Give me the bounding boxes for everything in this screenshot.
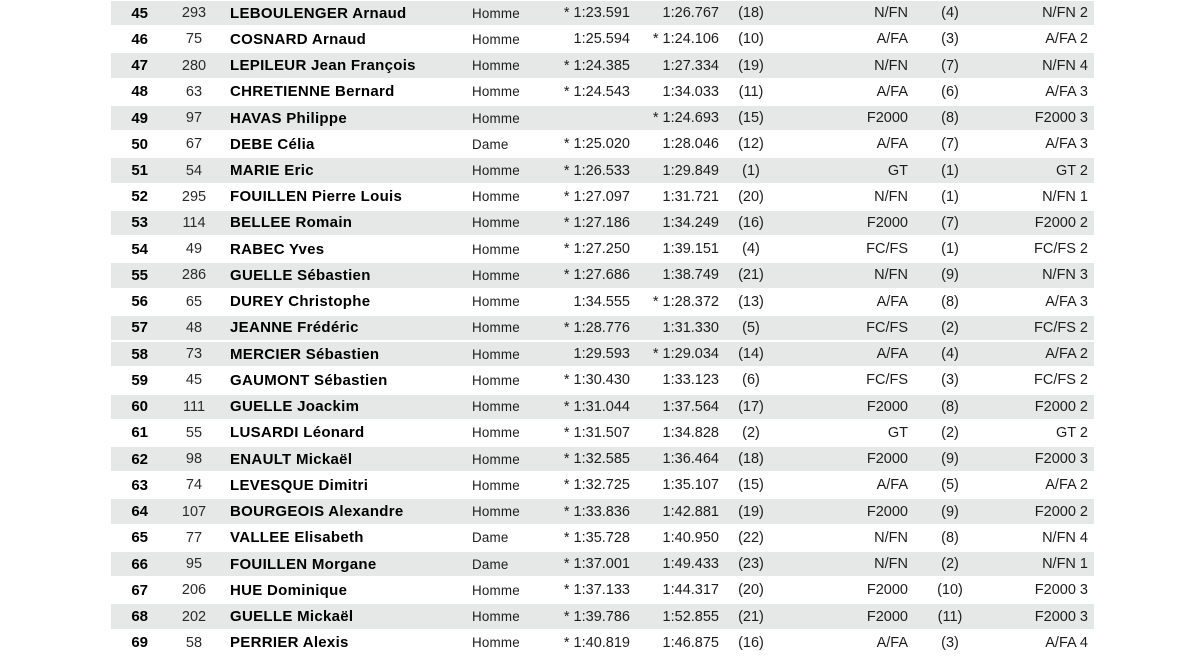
cell-overall-rank: (18) [738,451,764,468]
cell-run2-time: 1:35.107 [662,477,719,494]
cell-group-rank: (4) [941,346,959,363]
cell-run1-time: * 1:27.250 [563,241,630,258]
cell-overall-rank: (22) [738,529,764,546]
cell-position: 57 [131,319,148,337]
cell-position: 69 [131,634,148,652]
cell-group-rank: (7) [941,136,959,153]
cell-run1-time: * 1:28.776 [563,319,630,336]
cell-run2-time: 1:52.855 [662,608,719,625]
cell-driver-name: COSNARD Arnaud [230,30,367,48]
table-row [111,472,1094,498]
cell-group-rank: (9) [941,451,959,468]
cell-gender: Homme [472,58,520,74]
cell-group-result: GT 2 [1056,424,1088,441]
cell-driver-name: LEBOULENGER Arnaud [230,4,407,22]
table-row [111,341,1094,367]
cell-gender: Homme [472,635,520,651]
cell-overall-rank: (5) [742,319,760,336]
cell-group: A/FA [876,83,908,100]
cell-run2-time: * 1:28.372 [652,293,719,310]
cell-driver-name: PERRIER Alexis [230,634,349,652]
cell-group-result: A/FA 3 [1045,136,1088,153]
cell-driver-name: CHRETIENNE Bernard [230,83,395,101]
cell-run2-time: 1:33.123 [662,372,719,389]
cell-driver-name: HUE Dominique [230,581,348,599]
cell-gender: Homme [472,163,520,179]
cell-overall-rank: (20) [738,188,764,205]
table-row [111,498,1094,524]
cell-driver-name: FOUILLEN Morgane [230,555,377,573]
cell-overall-rank: (12) [738,136,764,153]
cell-group-result: N/FN 1 [1042,556,1088,573]
cell-run1-time: * 1:27.097 [563,188,630,205]
cell-position: 63 [131,476,148,494]
cell-gender: Homme [472,504,520,520]
cell-position: 61 [131,424,148,442]
cell-overall-rank: (1) [742,162,760,179]
cell-gender: Homme [472,5,520,21]
cell-run1-time: * 1:33.836 [563,503,630,520]
cell-group-rank: (8) [941,110,959,127]
cell-position: 47 [131,57,148,75]
table-row [111,289,1094,315]
table-row [111,603,1094,629]
cell-group-rank: (2) [941,424,959,441]
cell-car-number: 206 [181,582,207,599]
cell-car-number: 67 [185,136,203,153]
cell-overall-rank: (17) [738,398,764,415]
cell-group: N/FN [874,188,908,205]
cell-position: 55 [131,266,148,284]
cell-group-rank: (8) [941,529,959,546]
cell-group: F2000 [866,214,908,231]
cell-position: 67 [131,581,148,599]
cell-group-result: FC/FS 2 [1034,241,1088,258]
cell-group-rank: (3) [941,372,959,389]
cell-group: FC/FS [866,372,908,389]
cell-group: F2000 [866,608,908,625]
cell-group-rank: (2) [941,319,959,336]
cell-overall-rank: (10) [738,31,764,48]
table-row [111,52,1094,78]
cell-group-rank: (11) [937,608,963,625]
cell-gender: Dame [472,530,509,546]
cell-group-result: F2000 3 [1034,110,1088,127]
cell-overall-rank: (4) [742,241,760,258]
cell-run1-time: * 1:30.430 [563,372,630,389]
cell-group-result: A/FA 2 [1045,477,1088,494]
cell-run2-time: 1:44.317 [662,582,719,599]
cell-run1-time: * 1:27.686 [563,267,630,284]
cell-group: A/FA [876,293,908,310]
cell-group-result: F2000 3 [1034,582,1088,599]
table-row [111,367,1094,393]
cell-driver-name: ENAULT Mickaël [230,450,353,468]
cell-overall-rank: (16) [738,634,764,651]
cell-overall-rank: (2) [742,424,760,441]
table-row [111,315,1094,341]
cell-car-number: 97 [185,110,203,127]
cell-car-number: 65 [185,293,203,310]
cell-group-rank: (1) [941,162,959,179]
cell-driver-name: LEPILEUR Jean François [230,57,416,75]
cell-driver-name: MARIE Eric [230,162,314,180]
cell-car-number: 95 [185,556,203,573]
cell-group: F2000 [866,582,908,599]
cell-run1-time: * 1:31.044 [563,398,630,415]
cell-driver-name: RABEC Yves [230,240,325,258]
cell-group: A/FA [876,477,908,494]
table-row [111,26,1094,52]
cell-run2-time: * 1:24.106 [652,31,719,48]
cell-driver-name: VALLEE Elisabeth [230,529,364,547]
cell-overall-rank: (19) [738,57,764,74]
cell-group-rank: (2) [941,556,959,573]
cell-group-rank: (10) [937,582,963,599]
cell-group-result: N/FN 3 [1042,267,1088,284]
cell-group-rank: (6) [941,83,959,100]
table-row [111,262,1094,288]
cell-driver-name: GUELLE Mickaël [230,608,354,625]
cell-gender: Homme [472,241,520,257]
cell-run1-time: * 1:25.020 [563,136,630,153]
cell-run1-time: * 1:24.385 [563,57,630,74]
cell-position: 46 [131,30,148,48]
cell-run1-time: 1:29.593 [573,346,630,363]
cell-overall-rank: (6) [742,372,760,389]
table-row [111,210,1094,236]
cell-run2-time: 1:29.849 [662,162,719,179]
cell-run2-time: 1:40.950 [662,529,719,546]
cell-position: 51 [131,162,148,180]
cell-group-result: A/FA 2 [1045,346,1088,363]
cell-group-rank: (9) [941,503,959,520]
cell-position: 65 [131,529,148,547]
cell-driver-name: HAVAS Philippe [230,109,347,127]
cell-group: A/FA [876,31,908,48]
cell-car-number: 107 [181,503,207,520]
cell-position: 54 [131,240,148,258]
cell-group: F2000 [866,398,908,415]
cell-group: A/FA [876,634,908,651]
table-row [111,420,1094,446]
cell-position: 45 [131,4,148,22]
cell-run2-time: 1:38.749 [662,267,719,284]
cell-position: 60 [131,398,148,416]
cell-gender: Homme [472,346,520,362]
cell-car-number: 73 [185,346,203,363]
cell-run1-time: * 1:23.591 [563,5,630,22]
cell-run1-time: * 1:32.725 [563,477,630,494]
cell-car-number: 286 [181,267,207,284]
cell-group: FC/FS [866,319,908,336]
cell-group: FC/FS [866,241,908,258]
cell-car-number: 55 [185,424,203,441]
cell-group: F2000 [866,503,908,520]
cell-position: 56 [131,293,148,311]
cell-car-number: 48 [185,319,203,336]
cell-run2-time: 1:34.033 [662,83,719,100]
cell-group-result: FC/FS 2 [1034,319,1088,336]
cell-group-rank: (3) [941,31,959,48]
cell-car-number: 293 [181,5,207,22]
cell-run1-time: * 1:37.001 [563,556,630,573]
cell-gender: Homme [472,215,520,231]
cell-driver-name: MERCIER Sébastien [230,345,380,363]
table-row [111,630,1094,656]
cell-gender: Homme [472,425,520,441]
cell-group-rank: (1) [941,188,959,205]
table-row [111,551,1094,577]
cell-driver-name: FOUILLEN Pierre Louis [230,188,403,206]
cell-driver-name: JEANNE Frédéric [230,319,359,337]
cell-driver-name: GUELLE Joackim [230,398,360,416]
cell-gender: Homme [472,267,520,283]
cell-position: 62 [131,450,148,468]
cell-position: 68 [131,608,148,625]
cell-group-rank: (8) [941,293,959,310]
table-row [111,0,1094,26]
cell-car-number: 114 [182,214,206,231]
cell-car-number: 63 [185,83,203,100]
cell-run2-time: 1:26.767 [662,5,719,22]
cell-group-result: FC/FS 2 [1034,372,1088,389]
cell-group: N/FN [874,556,908,573]
cell-group: F2000 [866,451,908,468]
cell-group-rank: (3) [941,634,959,651]
table-row [111,577,1094,603]
cell-run2-time: 1:34.828 [662,424,719,441]
cell-position: 64 [131,503,148,521]
table-row [111,105,1094,131]
cell-run1-time: * 1:26.533 [563,162,630,179]
cell-group-result: A/FA 3 [1045,83,1088,100]
cell-gender: Dame [472,556,509,572]
cell-car-number: 280 [181,57,207,74]
cell-group-rank: (5) [941,477,959,494]
table-row [111,157,1094,183]
cell-car-number: 295 [181,188,207,205]
cell-gender: Homme [472,372,520,388]
cell-run2-time: 1:28.046 [662,136,719,153]
cell-position: 48 [131,83,148,101]
table-row [111,394,1094,420]
cell-group-result: F2000 3 [1034,608,1088,625]
cell-car-number: 111 [182,398,206,415]
cell-run1-time: * 1:31.507 [563,424,630,441]
cell-gender: Homme [472,84,520,100]
table-row [111,79,1094,105]
cell-overall-rank: (21) [738,267,764,284]
cell-group-result: F2000 2 [1034,214,1088,231]
cell-run2-time: 1:34.249 [662,214,719,231]
results-table [111,0,1094,656]
cell-group-result: N/FN 2 [1042,5,1088,22]
cell-group: F2000 [866,110,908,127]
cell-position: 49 [131,109,148,127]
table-row [111,184,1094,210]
cell-gender: Dame [472,136,509,152]
cell-run2-time: 1:39.151 [662,241,719,258]
cell-group-result: A/FA 3 [1045,293,1088,310]
cell-driver-name: LEVESQUE Dimitri [230,476,369,494]
cell-overall-rank: (18) [738,5,764,22]
cell-run1-time: * 1:39.786 [563,608,630,625]
cell-group-rank: (7) [941,214,959,231]
cell-overall-rank: (19) [738,503,764,520]
cell-car-number: 58 [185,634,203,651]
cell-position: 58 [131,345,148,363]
cell-car-number: 75 [185,31,203,48]
cell-driver-name: GAUMONT Sébastien [230,371,388,389]
cell-group: N/FN [874,529,908,546]
cell-driver-name: DUREY Christophe [230,293,371,311]
cell-run2-time: 1:36.464 [662,451,719,468]
cell-run2-time: 1:31.330 [662,319,719,336]
cell-run2-time: 1:49.433 [662,556,719,573]
cell-group-result: F2000 2 [1034,503,1088,520]
cell-run1-time: 1:25.594 [573,31,630,48]
cell-gender: Homme [472,582,520,598]
cell-driver-name: DEBE Célia [230,135,315,153]
cell-group-rank: (1) [941,241,959,258]
cell-group: GT [887,162,908,179]
cell-run2-time: 1:27.334 [662,57,719,74]
cell-group: N/FN [874,5,908,22]
cell-overall-rank: (15) [738,477,764,494]
cell-gender: Homme [472,399,520,415]
cell-position: 59 [131,371,148,389]
cell-run2-time: 1:31.721 [662,188,719,205]
cell-driver-name: BELLEE Romain [230,214,353,232]
cell-group: GT [887,424,908,441]
cell-run2-time: 1:46.875 [662,634,719,651]
cell-gender: Homme [472,451,520,467]
cell-group-result: F2000 3 [1034,451,1088,468]
cell-run1-time: * 1:37.133 [563,582,630,599]
cell-gender: Homme [472,320,520,336]
cell-gender: Homme [472,609,520,624]
cell-car-number: 45 [185,372,203,389]
cell-driver-name: LUSARDI Léonard [230,424,365,442]
cell-run1-time: 1:34.555 [573,293,630,310]
cell-group-result: A/FA 4 [1045,634,1088,651]
cell-group: N/FN [874,267,908,284]
cell-group-result: GT 2 [1056,162,1088,179]
cell-position: 50 [131,135,148,153]
cell-overall-rank: (21) [738,608,764,625]
cell-run1-time: * 1:24.543 [563,83,630,100]
cell-driver-name: GUELLE Sébastien [230,266,371,284]
cell-overall-rank: (16) [738,214,764,231]
table-row [111,525,1094,551]
cell-group: A/FA [876,346,908,363]
cell-driver-name: BOURGEOIS Alexandre [230,503,404,521]
cell-car-number: 202 [181,608,207,625]
cell-run1-time: * 1:40.819 [563,634,630,651]
cell-group-rank: (8) [941,398,959,415]
cell-car-number: 54 [185,162,203,179]
cell-run2-time: 1:42.881 [662,503,719,520]
cell-group-rank: (9) [941,267,959,284]
cell-gender: Homme [472,31,520,47]
cell-gender: Homme [472,477,520,493]
cell-run2-time: * 1:24.693 [652,110,719,127]
cell-position: 66 [131,555,148,573]
cell-run1-time: * 1:27.186 [563,214,630,231]
cell-group: N/FN [874,57,908,74]
cell-overall-rank: (11) [738,83,764,100]
cell-group-rank: (7) [941,57,959,74]
cell-car-number: 49 [185,241,203,258]
cell-overall-rank: (20) [738,582,764,599]
cell-run1-time: * 1:32.585 [563,451,630,468]
cell-overall-rank: (15) [738,110,764,127]
cell-position: 53 [131,214,148,232]
cell-overall-rank: (23) [738,556,764,573]
cell-group-result: A/FA 2 [1045,31,1088,48]
cell-group-result: N/FN 1 [1042,188,1088,205]
cell-car-number: 98 [185,451,203,468]
cell-group: A/FA [876,136,908,153]
cell-gender: Homme [472,189,520,205]
table-row [111,131,1094,157]
cell-run2-time: 1:37.564 [662,398,719,415]
table-row [111,236,1094,262]
cell-group-rank: (4) [941,5,959,22]
cell-group-result: F2000 2 [1034,398,1088,415]
cell-overall-rank: (13) [738,293,764,310]
cell-run1-time: * 1:35.728 [563,529,630,546]
cell-group-result: N/FN 4 [1042,57,1088,74]
cell-car-number: 77 [185,529,203,546]
table-row [111,446,1094,472]
cell-group-result: N/FN 4 [1042,529,1088,546]
cell-car-number: 74 [185,477,203,494]
cell-gender: Homme [472,294,520,310]
cell-overall-rank: (14) [738,346,764,363]
cell-gender: Homme [472,110,520,126]
cell-position: 52 [131,188,148,206]
cell-run2-time: * 1:29.034 [652,346,719,363]
